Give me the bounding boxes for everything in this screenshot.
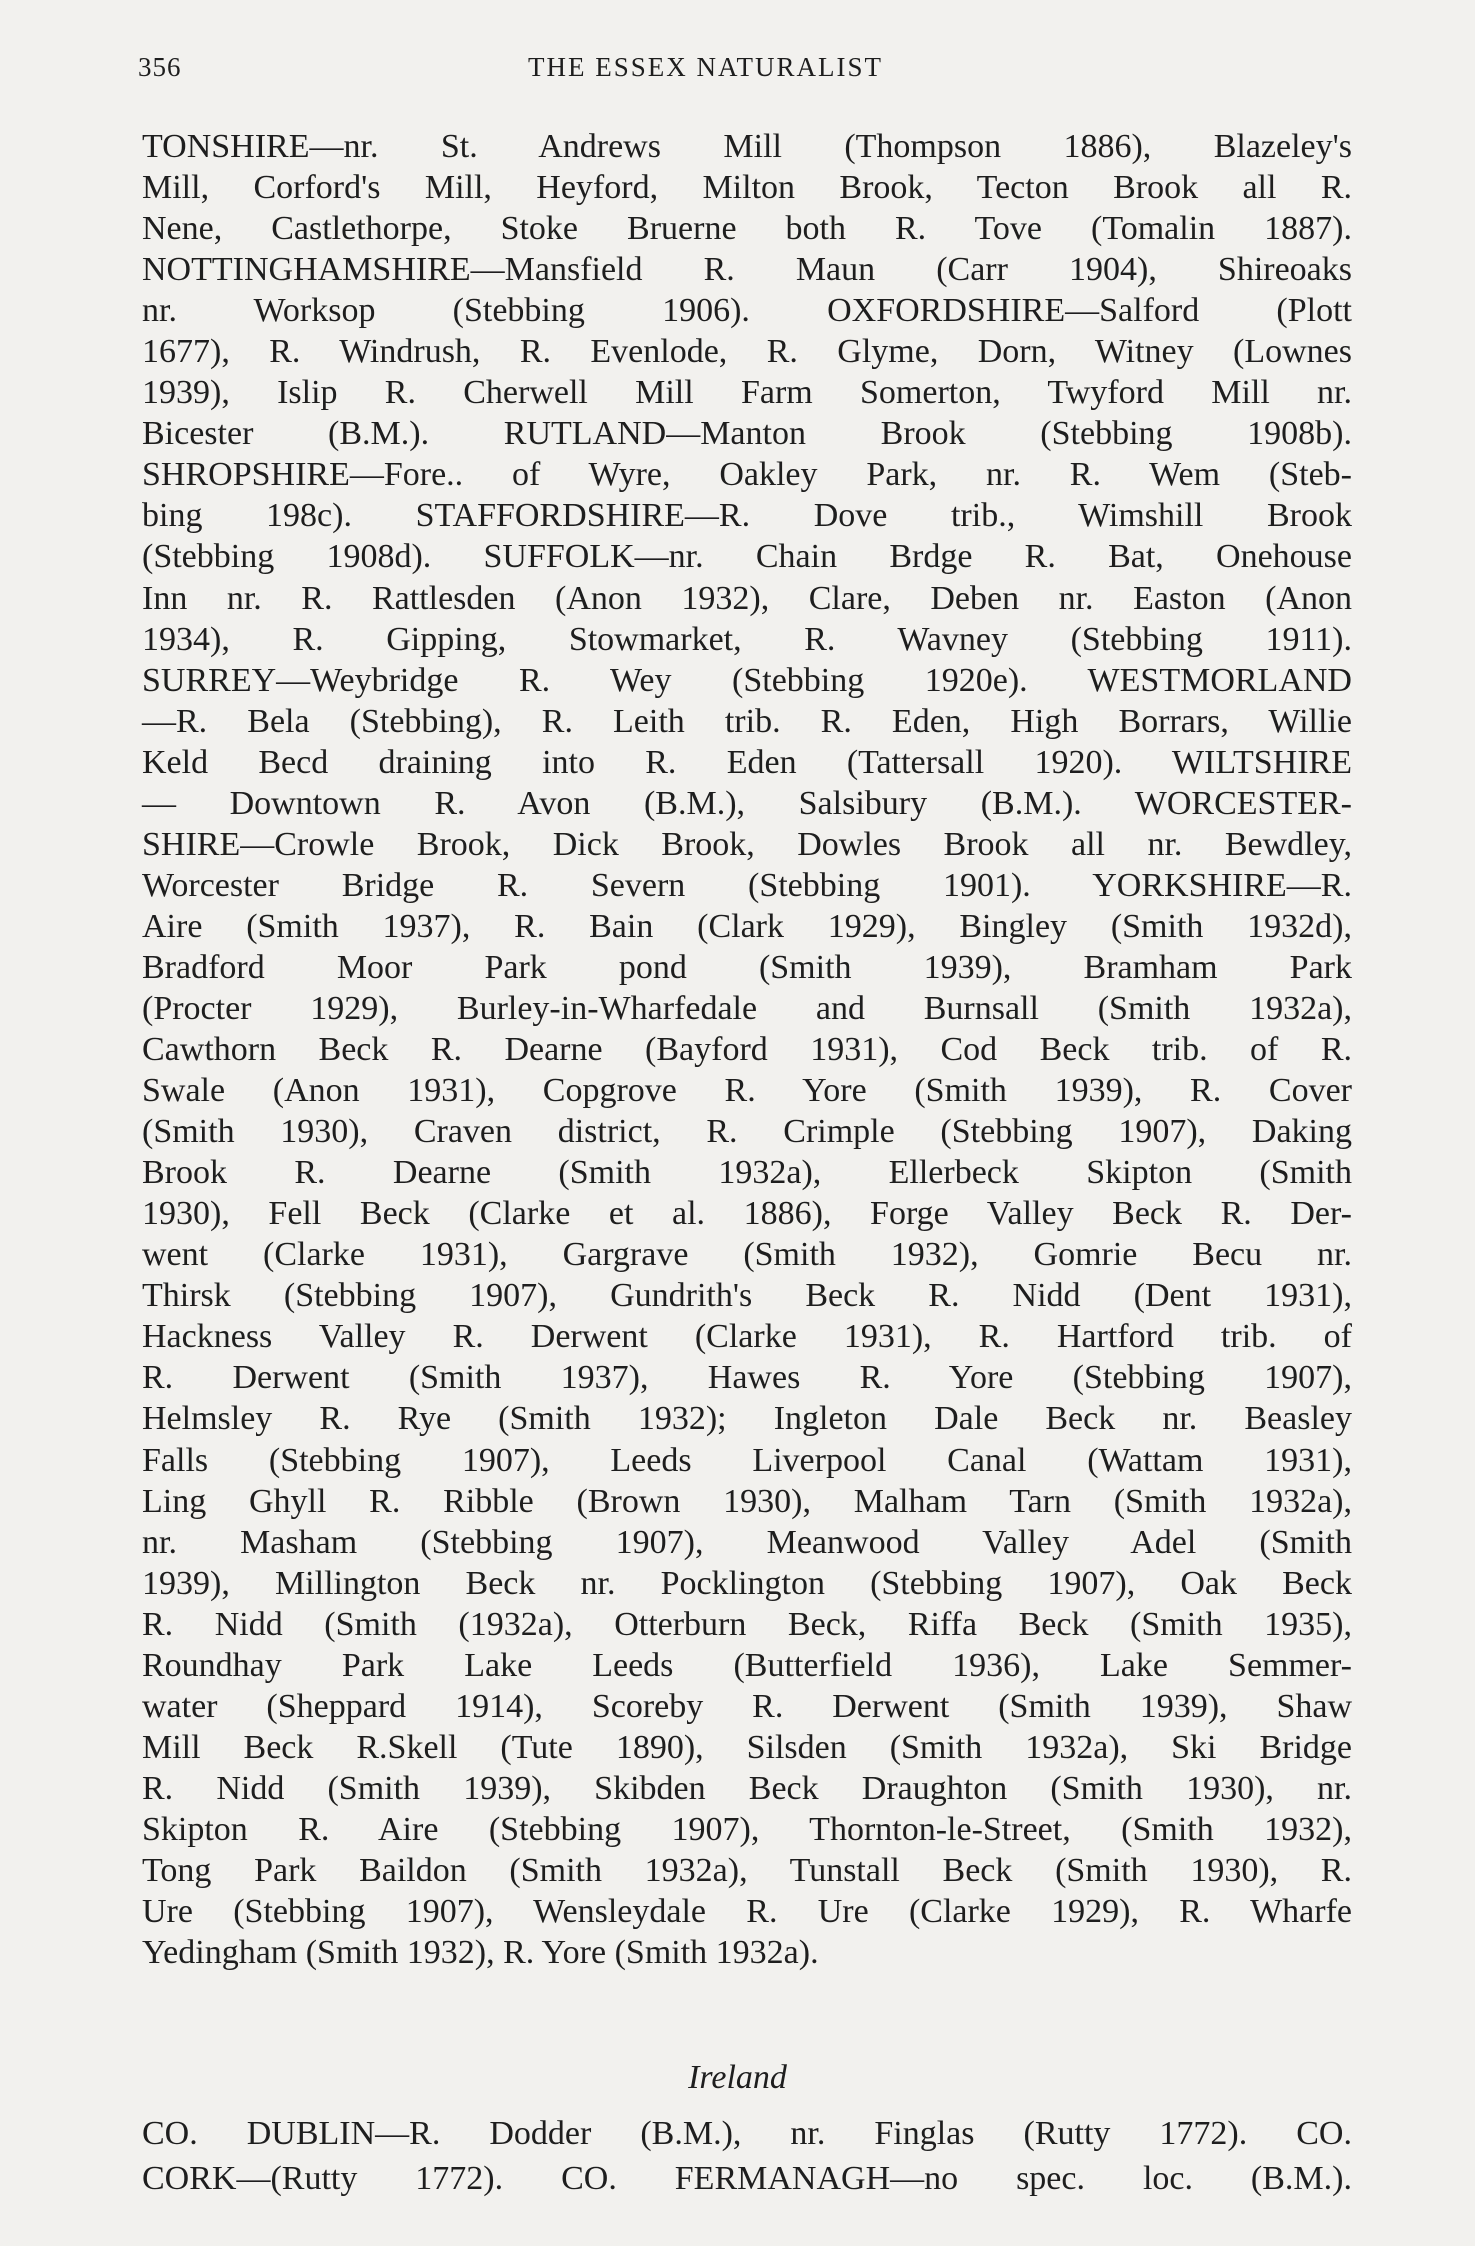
text-line: Yedingham (Smith 1932), R. Yore (Smith 1932a). [142, 1934, 819, 1972]
text-line: TONSHIRE—nr. St. Andrews Mill (Thompson 1886), Blazeley's [142, 128, 1352, 165]
body-text [142, 126, 1352, 1973]
text-line: (Stebbing 1908d). SUFFOLK—nr. Chain Brdge R. Bat, Onehouse [142, 538, 1352, 576]
text-line: R. Derwent (Smith 1937), Hawes R. Yore (Stebbing 1907), [142, 1359, 1352, 1397]
text-line: Swale (Anon 1931), Copgrove R. Yore (Smith 1939), R. Cover [142, 1072, 1352, 1110]
text-line: water (Sheppard 1914), Scoreby R. Derwent (Smith 1939), Shaw [142, 1687, 1352, 1725]
text-line: Aire (Smith 1937), R. Bain (Clark 1929), Bingley (Smith 1932d), [142, 907, 1352, 945]
text-line: 1930), Fell Beck (Clarke et al. 1886), Forge Valley Beck R. Der- [142, 1195, 1352, 1233]
text-line: Thirsk (Stebbing 1907), Gundrith's Beck R. Nidd (Dent 1931), [142, 1277, 1352, 1315]
text-line: Falls (Stebbing 1907), Leeds Liverpool Canal (Wattam 1931), [142, 1441, 1352, 1479]
text-line: SHROPSHIRE—Fore.. of Wyre, Oakley Park, nr. R. Wem (Steb- [142, 456, 1352, 494]
text-line: nr. Masham (Stebbing 1907), Meanwood Valley Adel (Smith [142, 1523, 1352, 1561]
text-line: Ling Ghyll R. Ribble (Brown 1930), Malham Tarn (Smith 1932a), [142, 1482, 1352, 1520]
text-line: SURREY—Weybridge R. Wey (Stebbing 1920e). WESTMORLAND [142, 661, 1352, 699]
text-line: Hackness Valley R. Derwent (Clarke 1931), R. Hartford trib. of [142, 1318, 1352, 1356]
text-line: Roundhay Park Lake Leeds (Butterfield 1936), Lake Semmer- [142, 1646, 1352, 1684]
text-line: Inn nr. R. Rattlesden (Anon 1932), Clare, Deben nr. Easton (Anon [142, 579, 1352, 617]
running-head [138, 52, 1358, 92]
text-line: 1677), R. Windrush, R. Evenlode, R. Glyme, Dorn, Witney (Lownes [142, 333, 1352, 371]
journal-title: THE ESSEX NATURALIST [528, 52, 883, 82]
text-line: Cawthorn Beck R. Dearne (Bayford 1931), Cod Beck trib. of R. [142, 1031, 1352, 1069]
text-line: — Downtown R. Avon (B.M.), Salsibury (B.M.). WORCESTER- [142, 784, 1352, 822]
text-line: Worcester Bridge R. Severn (Stebbing 1901). YORKSHIRE—R. [142, 866, 1352, 904]
text-line: Mill Beck R.Skell (Tute 1890), Silsden (Smith 1932a), Ski Bridge [142, 1728, 1352, 1766]
text-line: Ure (Stebbing 1907), Wensleydale R. Ure (Clarke 1929), R. Wharfe [142, 1893, 1352, 1931]
text-line: (Procter 1929), Burley-in-Wharfedale and Burnsall (Smith 1932a), [142, 989, 1352, 1027]
text-line: R. Nidd (Smith (1932a), Otterburn Beck, Riffa Beck (Smith 1935), [142, 1605, 1352, 1643]
text-line: 1939), Islip R. Cherwell Mill Farm Somerton, Twyford Mill nr. [142, 374, 1352, 412]
text-line: NOTTINGHAMSHIRE—Mansfield R. Maun (Carr 1904), Shireoaks [142, 251, 1352, 289]
text-line: CO. DUBLIN—R. Dodder (B.M.), nr. Finglas (Rutty 1772). CO. [142, 2115, 1352, 2152]
text-line: Helmsley R. Rye (Smith 1932); Ingleton Dale Beck nr. Beasley [142, 1400, 1352, 1438]
text-line: Keld Becd draining into R. Eden (Tattersall 1920). WILTSHIRE [142, 743, 1352, 781]
text-line: (Smith 1930), Craven district, R. Crimple (Stebbing 1907), Daking [142, 1113, 1352, 1151]
section-heading-ireland: Ireland [688, 2059, 787, 2096]
text-line: Tong Park Baildon (Smith 1932a), Tunstall Beck (Smith 1930), R. [142, 1851, 1352, 1889]
text-line: CORK—(Rutty 1772). CO. FERMANAGH—no spec. loc. (B.M.). [142, 2160, 1352, 2197]
text-line: —R. Bela (Stebbing), R. Leith trib. R. Eden, High Borrars, Willie [142, 702, 1352, 740]
text-line: Bicester (B.M.). RUTLAND—Manton Brook (Stebbing 1908b). [142, 415, 1352, 453]
text-line: went (Clarke 1931), Gargrave (Smith 1932), Gomrie Becu nr. [142, 1236, 1352, 1274]
text-line: Nene, Castlethorpe, Stoke Bruerne both R. Tove (Tomalin 1887). [142, 210, 1352, 248]
text-line: R. Nidd (Smith 1939), Skibden Beck Draughton (Smith 1930), nr. [142, 1769, 1352, 1807]
page-number: 356 [138, 52, 182, 82]
text-line: 1934), R. Gipping, Stowmarket, R. Wavney (Stebbing 1911). [142, 620, 1352, 658]
text-line: bing 198c). STAFFORDSHIRE—R. Dove trib., Wimshill Brook [142, 497, 1352, 535]
text-line: nr. Worksop (Stebbing 1906). OXFORDSHIRE—Salford (Plott [142, 292, 1352, 330]
text-line: Brook R. Dearne (Smith 1932a), Ellerbeck Skipton (Smith [142, 1154, 1352, 1192]
text-line: Bradford Moor Park pond (Smith 1939), Bramham Park [142, 948, 1352, 986]
text-line: Mill, Corford's Mill, Heyford, Milton Brook, Tecton Brook all R. [142, 169, 1352, 207]
text-line: Skipton R. Aire (Stebbing 1907), Thornton-le-Street, (Smith 1932), [142, 1810, 1352, 1848]
ireland-section-text [142, 2111, 1352, 2201]
text-line: 1939), Millington Beck nr. Pocklington (Stebbing 1907), Oak Beck [142, 1564, 1352, 1602]
text-line: SHIRE—Crowle Brook, Dick Brook, Dowles Brook all nr. Bewdley, [142, 825, 1352, 863]
